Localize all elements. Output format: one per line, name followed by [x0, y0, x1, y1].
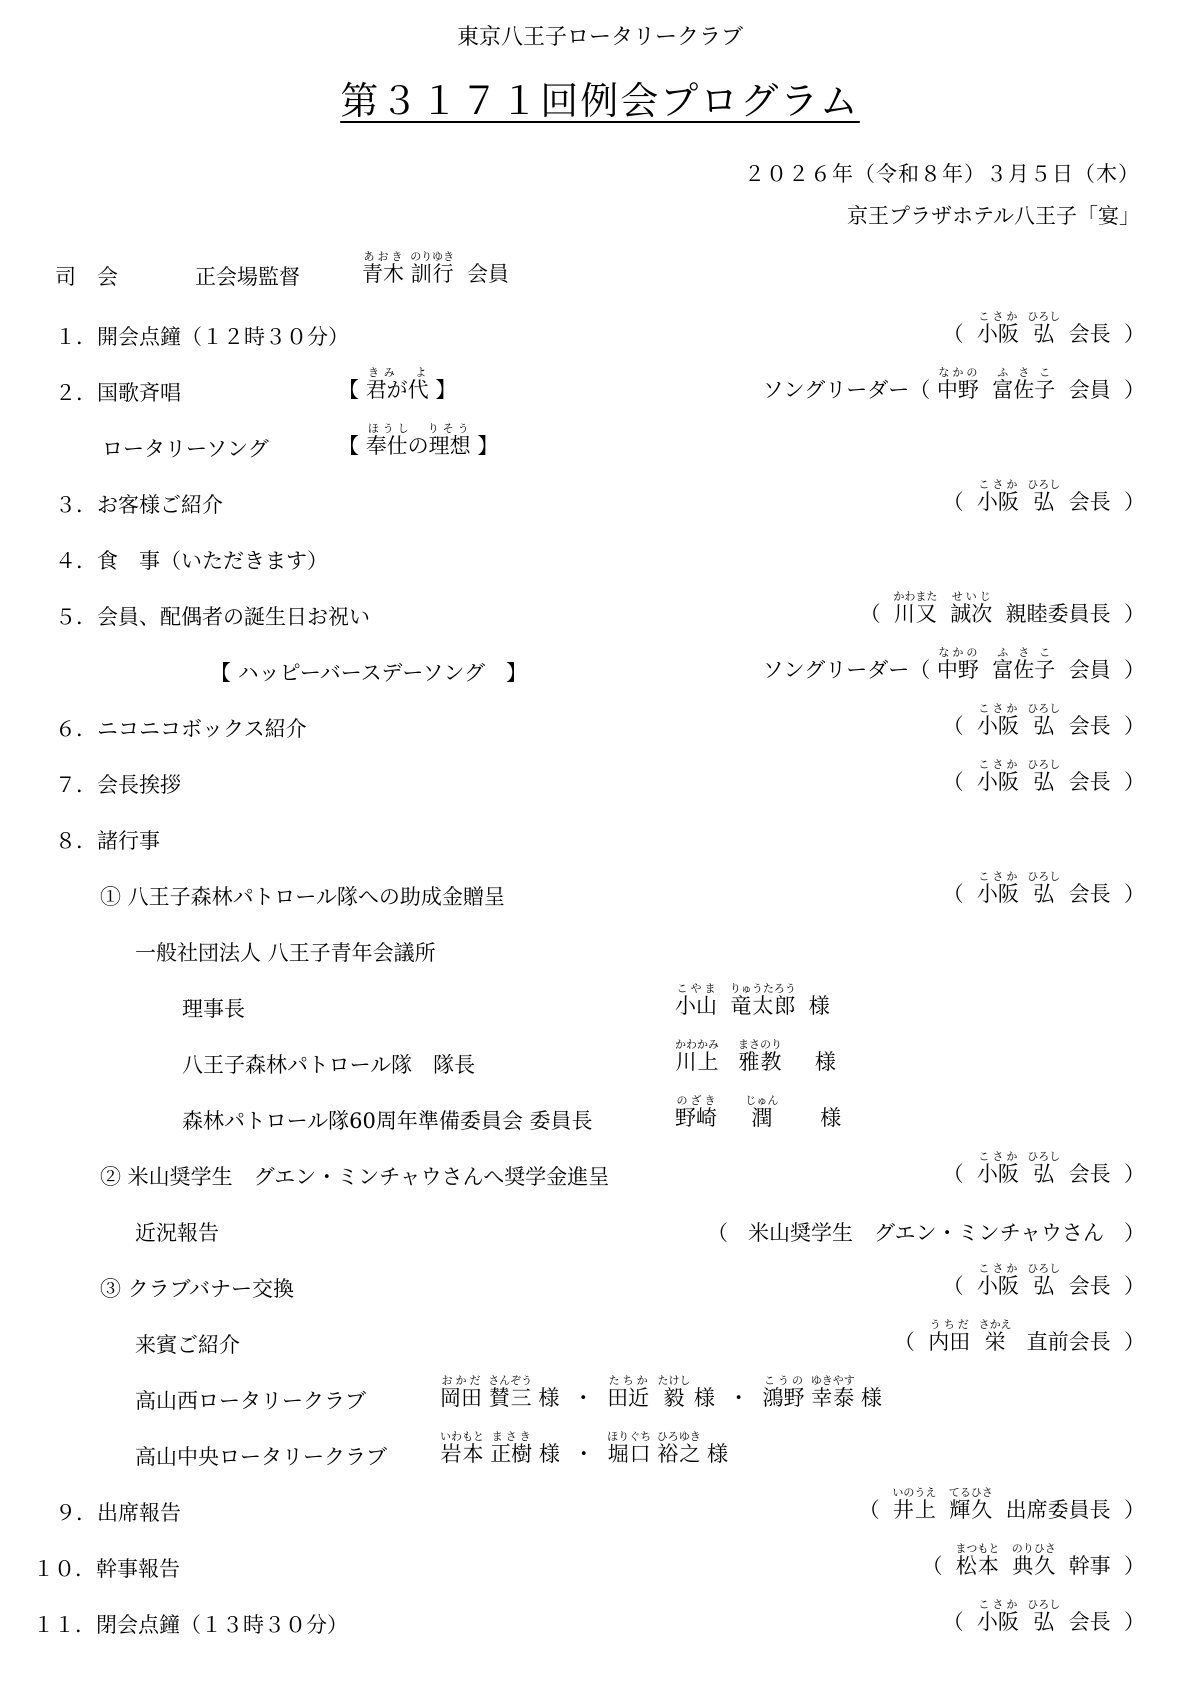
sub-item-1-presenter: （ 小阪こさか 弘ひろし 会長 ） — [942, 870, 1145, 906]
person-name-captain: 川上かわかみ 雅教まさのり 様 — [675, 1038, 836, 1074]
program-item-8: ８．諸行事 — [55, 829, 160, 853]
guest-club-takayama-nishi: 高山西ロータリークラブ — [135, 1389, 366, 1413]
item-9-presenter: （ 井上いのうえ 輝久てるひさ 出席委員長 ） — [858, 1486, 1145, 1522]
program-item-rotary-song: ロータリーソング — [102, 437, 269, 461]
program-item-6: ６．ニコニコボックス紹介 — [55, 717, 307, 741]
program-item-7: ７．会長挨拶 — [55, 773, 181, 797]
item-5-presenter: （ 川又かわまた 誠次せいじ 親睦委員長 ） — [859, 590, 1145, 626]
program-item-1: １．開会点鐘（１２時３０分） — [55, 325, 349, 349]
page-title — [0, 70, 1200, 125]
rotary-song-title: 【 奉仕の理想ほうし りそう 】 — [338, 422, 499, 458]
guest-club-takayama-chuo: 高山中央ロータリークラブ — [135, 1445, 387, 1469]
program-item-2: ２．国歌斉唱 — [55, 381, 181, 405]
program-item-10: １０．幹事報告 — [33, 1557, 180, 1581]
birthday-song: 【 ハッピーバースデーソング 】 — [210, 661, 528, 685]
person-role-chairman: 理事長 — [182, 997, 245, 1021]
item-6-presenter: （ 小阪こさか 弘ひろし 会長 ） — [942, 702, 1145, 738]
sub-item-2: ② 米山奨学生 グエン・ミンチャウさんへ奨学金進呈 — [100, 1165, 610, 1189]
sub-item-1: ① 八王子森林パトロール隊への助成金贈呈 — [100, 885, 505, 909]
item-10-presenter: （ 松本まつもと 典久のりひさ 幹事 ） — [921, 1542, 1145, 1578]
mc-label: 司 会 — [55, 265, 118, 289]
meeting-venue: 京王プラザホテル八王子「宴」 — [847, 204, 1140, 228]
meeting-date: ２０２６年（令和８年）３月５日（木） — [744, 162, 1140, 186]
sub-item-2-presenter: （ 小阪こさか 弘ひろし 会長 ） — [942, 1150, 1145, 1186]
person-name-committee: 野崎のざき 潤じゅん 様 — [675, 1094, 842, 1130]
guest-introduction-presenter: （ 内田うちだ 栄さかえ 直前会長 ） — [893, 1318, 1145, 1354]
person-role-committee: 森林パトロール隊60周年準備委員会 委員長 — [182, 1109, 593, 1133]
item-11-presenter: （ 小阪こさか 弘ひろし 会長 ） — [942, 1598, 1145, 1634]
mc-name: 青木あおき 訓行のりゆき 会員 — [362, 250, 510, 286]
program-item-11: １１．閉会点鐘（１３時３０分） — [33, 1613, 348, 1637]
item-1-presenter: （ 小阪こさか 弘ひろし 会長 ） — [942, 310, 1145, 346]
guest-introduction: 来賓ご紹介 — [135, 1333, 240, 1357]
item-2-song-leader: ソングリーダー（ 中野なかの 富佐子ふさこ 会員 ） — [762, 366, 1145, 402]
recent-report: 近況報告 — [135, 1221, 219, 1245]
recent-report-presenter: （ 米山奨学生 グエン・ミンチャウさん ） — [706, 1221, 1145, 1245]
birthday-song-leader: ソングリーダー（ 中野なかの 富佐子ふさこ 会員 ） — [762, 646, 1145, 682]
guest-names-takayama-nishi: 岡田おかだ 賛三さんぞう 様 ・ 田近たちか 毅たけし 様 ・ 鴻野こうの 幸泰ゆきやす 様 — [440, 1374, 882, 1410]
guest-names-takayama-chuo: 岩本いわもと 正樹まさき 様 ・ 堀口ほりぐち 裕之ひろゆき 様 — [440, 1430, 728, 1466]
program-item-3: ３．お客様ご紹介 — [55, 493, 223, 517]
sub-item-3: ③ クラブバナー交換 — [100, 1277, 294, 1301]
jc-organization: 一般社団法人 八王子青年会議所 — [135, 941, 436, 965]
club-name: 東京八王子ロータリークラブ — [456, 25, 743, 50]
item-3-presenter: （ 小阪こさか 弘ひろし 会長 ） — [942, 478, 1145, 514]
program-item-9: ９．出席報告 — [55, 1501, 181, 1525]
person-name-chairman: 小山こやま 竜太郎りゅうたろう 様 — [675, 982, 830, 1018]
mc-role: 正会場監督 — [195, 265, 300, 289]
person-role-captain: 八王子森林パトロール隊 隊長 — [182, 1053, 476, 1077]
item-7-presenter: （ 小阪こさか 弘ひろし 会長 ） — [942, 758, 1145, 794]
program-item-5: ５．会員、配偶者の誕生日お祝い — [55, 605, 370, 629]
page-title-text: 第３１７１回例会プログラム — [340, 79, 860, 123]
item-2-song: 【 君が代きみ よ 】 — [338, 366, 457, 402]
program-item-4: ４．食 事（いただきます） — [55, 549, 328, 573]
sub-item-3-presenter: （ 小阪こさか 弘ひろし 会長 ） — [942, 1262, 1145, 1298]
